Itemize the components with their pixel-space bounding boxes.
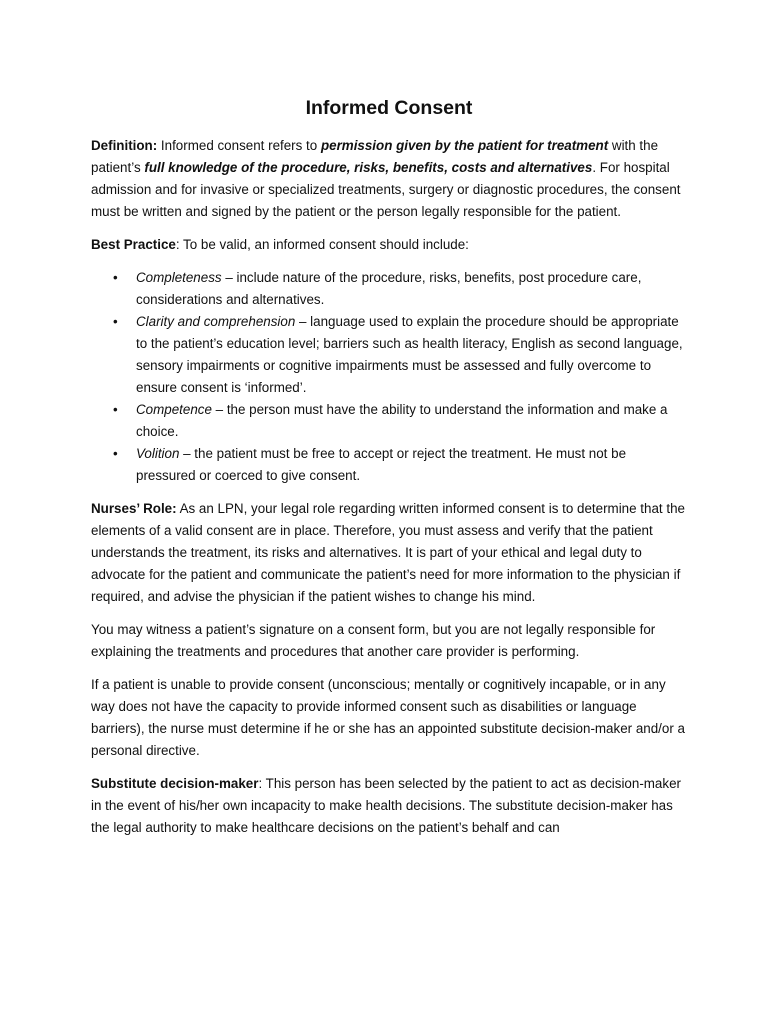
bullet-term: Completeness [136,270,222,285]
bullet-icon: • [113,446,118,461]
substitute-text: : This person has been selected by the patient to act as decision-maker in the event of his/her own incapacity to make health decisions. The substitute decision-maker has the legal authority to make healthcare decisions on the patient’s behalf and can [91,776,681,835]
substitute-decision-maker-paragraph [91,773,687,839]
page-title: Informed Consent [305,97,473,119]
witness-paragraph: You may witness a patient’s signature on a consent form, but you are not legally responsible for explaining the treatments and procedures that another care provider is performing. [91,622,656,659]
best-practice-paragraph [91,234,687,256]
nurses-role-text: As an LPN, your legal role regarding written informed consent is to determine that the elements of a valid consent are in place. Therefore, you must assess and verify that the patient understands the treatment, its risks and alternatives. It is part of your ethical and legal duty to advocate for the patient and communicate the patient’s need for more information to the physician if required, and advise the physician if the patient wishes to change his mind. [91,501,685,604]
best-practice-label: Best Practice [91,237,176,252]
definition-emphasis-1: permission given by the patient for treatment [320,138,609,153]
bullet-icon: • [113,314,118,329]
list-item [91,267,687,311]
nurses-role-label: Nurses’ Role: [91,501,177,516]
bullet-term: Competence [136,402,212,417]
document-body [91,94,687,850]
definition-text-2: with the patient’s [91,138,659,175]
best-practice-list [91,267,687,487]
list-item [91,443,687,487]
bullet-text: – the patient must be free to accept or reject the treatment. He must not be pressured or coerced to give consent. [136,446,627,483]
best-practice-text: : To be valid, an informed consent should include: [175,237,469,252]
list-item [91,311,687,399]
bullet-text: – language used to explain the procedure should be appropriate to the patient’s education level; barriers such as health literacy, English as second language, sensory impairments or cognitive impairments must be assessed and fully overcome to ensure consent is ‘informed’. [136,314,683,395]
definition-emphasis-2: full knowledge of the procedure, risks, benefits, costs and alternatives [144,160,593,175]
bullet-term: Volition [136,446,180,461]
list-item [91,399,687,443]
bullet-icon: • [113,402,118,417]
definition-paragraph [91,135,687,223]
substitute-label: Substitute decision-maker [91,776,259,791]
bullet-term: Clarity and comprehension [136,314,296,329]
definition-label: Definition: [91,138,158,153]
bullet-icon: • [113,270,118,285]
bullet-text: – the person must have the ability to understand the information and make a choice. [136,402,668,439]
definition-text-3: . For hospital admission and for invasive or specialized treatments, surgery or diagnostic procedures, the consent must be written and signed by the patient or the person legally responsible for the patient. [91,160,681,219]
unable-to-consent-paragraph: If a patient is unable to provide consent (unconscious; mentally or cognitively incapable, or in any way does not have the capacity to provide informed consent such as disabilities or language barriers), the nurse must determine if he or she has an appointed substitute decision-maker and/or a personal directive. [91,677,685,758]
bullet-text: – include nature of the procedure, risks, benefits, post procedure care, considerations and alternatives. [136,270,642,307]
definition-text-1: Informed consent refers to [157,138,321,153]
nurses-role-paragraph [91,498,687,608]
